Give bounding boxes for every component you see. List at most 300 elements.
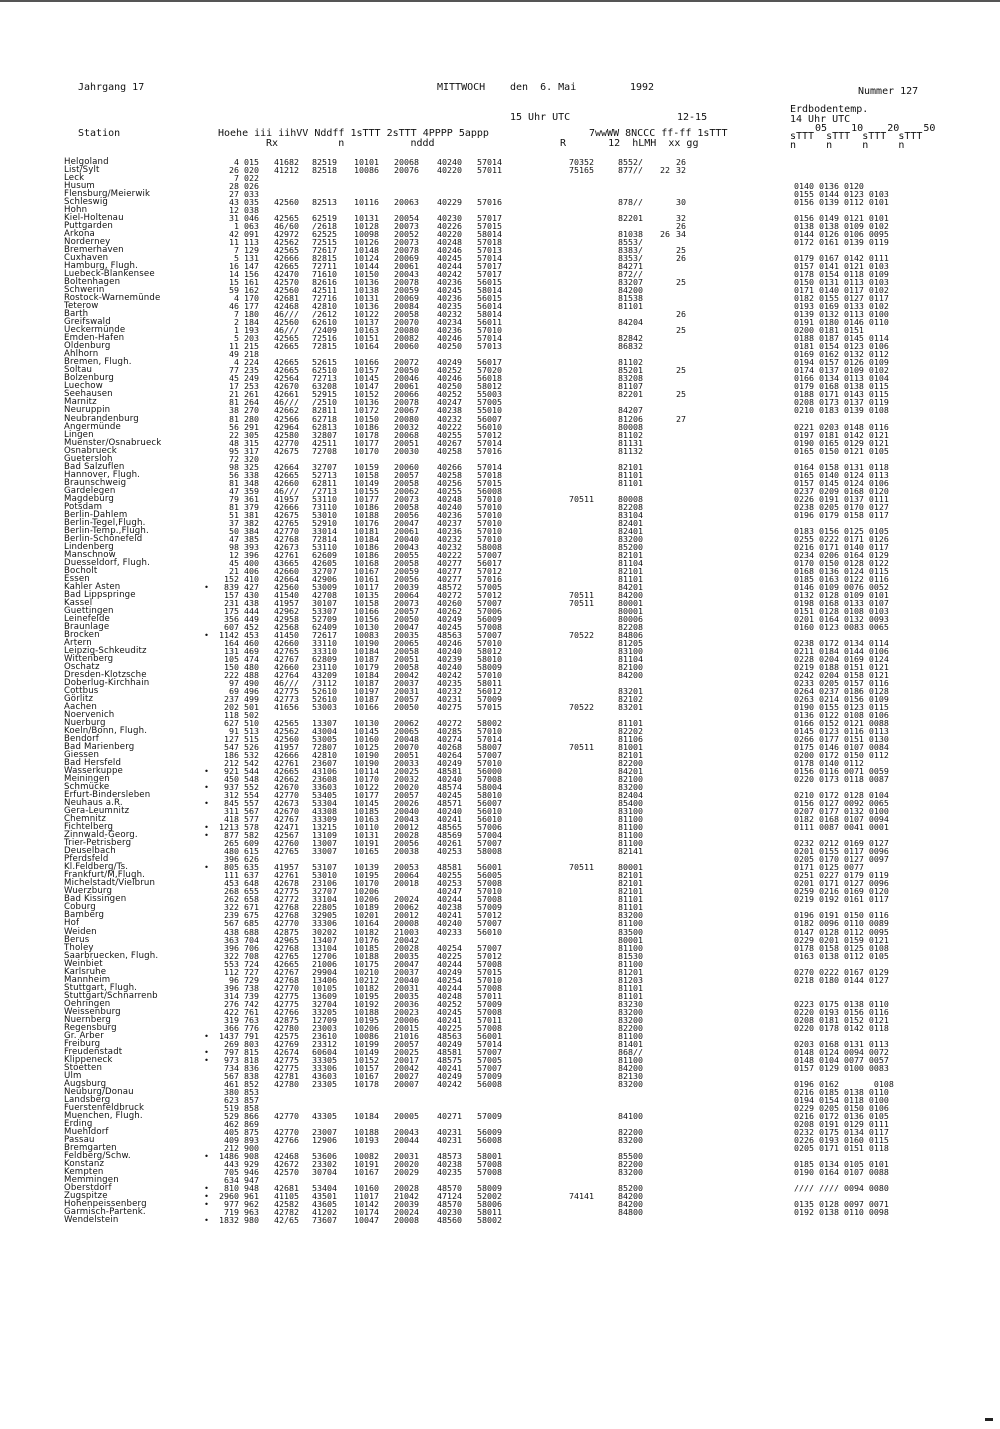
column-right-codes: 7wwWW 8NCCC ff-ff 1sTTT [589,128,728,139]
cell-b: 33205 [312,1006,337,1017]
cell-h: 797 [224,1046,239,1057]
cell-h: 186 [224,750,239,761]
cell-h: 4 [234,357,239,368]
cell-i: 878// [618,197,643,208]
cell-s: 0146 0109 0076 0052 [794,581,889,592]
cell-ii: 480 [244,661,259,672]
cell-e: 40247 [437,886,462,897]
cell-b: 33305 [312,1054,337,1065]
cell-b: 41202 [312,1207,337,1218]
cell-c: 10190 [354,750,379,761]
cell-i: 84271 [618,261,643,272]
cell-d: 20038 [394,846,419,857]
cell-f: 57014 [477,253,502,264]
cell-b: 52610 [312,686,337,697]
cell-f: 57007 [477,942,502,953]
cell-e: 40236 [437,293,462,304]
cell-ii: 264 [244,397,259,408]
cell-e: 40240 [437,501,462,512]
cell-st: Luebeck-Blankensee [64,269,155,280]
cell-i: 84200 [618,1199,643,1210]
cell-f: 57010 [477,493,502,504]
cell-b: /2409 [312,325,337,336]
cell-f: 57010 [477,886,502,897]
cell-a: 42673 [274,541,299,552]
cell-b: 43501 [312,1191,337,1202]
cell-b: 12706 [312,950,337,961]
cell-s: 0216 0171 0140 0117 [794,541,889,552]
cell-a: 42665 [274,766,299,777]
cell-c: 10101 [354,157,379,167]
cell-b: 29904 [312,966,337,977]
cell-st: Kiel-Holtenau [64,213,124,224]
cell-h: 50 [229,525,239,536]
cell-c: 10110 [354,822,379,833]
cell-i: 81100 [618,814,643,825]
cell-c: 10161 [354,573,379,584]
table-row [64,952,994,960]
cell-d: 20031 [394,686,419,697]
cell-b: 53107 [312,862,337,873]
cell-e: 40246 [437,245,462,256]
cell-e: 40249 [437,1038,462,1049]
cell-ii: 280 [244,413,259,424]
cell-s: 0179 0167 0142 0111 [794,253,889,264]
cell-c: 10187 [354,694,379,705]
cell-ii: 671 [244,902,259,913]
cell-st: Berlin-Temp.,Flugh. [64,525,149,536]
cell-f: 57016 [477,197,502,208]
cell-s: 0200 0172 0150 0112 [794,750,889,761]
cell-d: 20067 [394,405,419,416]
cell-e: 40238 [437,405,462,416]
cell-f: 57010 [477,325,502,336]
cell-a: 42666 [274,750,299,761]
cell-ii: 020 [244,165,259,176]
cell-b: 72515 [312,237,337,248]
cell-st: Hohn [64,205,88,216]
cell-d: 20068 [394,429,419,440]
cell-f: 56017 [477,557,502,568]
cell-h: 212 [224,758,239,769]
cell-s: 0163 0138 0112 0105 [794,950,889,961]
cell-e: 40241 [437,1062,462,1073]
cell-f: 56008 [477,485,502,496]
cell-f: 57008 [477,1158,502,1169]
cell-b: 60604 [312,1046,337,1057]
cell-d: 20043 [394,269,419,280]
cell-f: 58002 [477,1215,502,1226]
cell-d: 20007 [394,1078,419,1089]
cell-c: 10135 [354,589,379,600]
cell-i: 82842 [618,333,643,344]
cell-ii: 320 [244,453,259,464]
cell-i: 81101 [618,301,643,312]
cell-st: Saarbruecken, Flugh. [64,950,159,961]
cell-b: 72815 [312,341,337,352]
cell-st: Nuerburg [64,718,106,729]
cell-ii: 738 [244,982,259,993]
cell-h: 95 [229,445,239,456]
cell-b: 52713 [312,469,337,480]
cell-st: Pferdsfeld [64,854,109,865]
cell-i: 82202 [618,726,643,737]
cell-st: Schwerin [64,285,105,296]
cell-f: 57010 [477,758,502,769]
cell-h: 56 [229,421,239,432]
cell-c: 10116 [354,197,379,208]
cell-h: 157 [224,589,239,600]
cell-ii: 908 [244,1150,259,1161]
cell-d: 20018 [394,878,419,889]
cell-d: 20006 [394,1014,419,1025]
cell-f: 57004 [477,830,502,841]
cell-a: 42670 [274,782,299,793]
cell-a: 42665 [274,365,299,376]
cell-ii: 184 [244,317,259,328]
cell-i: 83200 [618,782,643,793]
cell-ii: 858 [244,1102,259,1113]
cell-a: 42675 [274,509,299,520]
cell-h: 127 [224,734,239,745]
column-codes-sub: Rx n nddd [266,138,435,149]
cell-c: 10201 [354,910,379,921]
cell-d: 20028 [394,830,419,841]
cell-st: Bremen, Flugh. [64,357,132,368]
cell-h: 231 [224,597,239,608]
cell-st: Freudenstadt [64,1046,123,1057]
mountain-station-marker: • [204,1046,209,1057]
cell-s: 0190 0165 0129 0121 [794,437,889,448]
cell-e: 40262 [437,605,462,616]
cell-ii: 980 [244,1215,259,1226]
cell-h: 118 [224,710,239,721]
cell-ii: 857 [244,1094,259,1105]
cell-f: 55010 [477,405,502,416]
cell-c: 10082 [354,1150,379,1161]
cell-f: 58014 [477,229,502,240]
cell-a: 42770 [274,1126,299,1137]
cell-e: 40244 [437,982,462,993]
cell-st: Stuttgart, Flugh. [64,982,138,993]
cell-c: 10189 [354,902,379,913]
cell-a: 42665 [274,261,299,272]
cell-ii: 338 [244,469,259,480]
cell-a: 41656 [274,702,299,713]
cell-a: 42768 [274,533,299,544]
cell-ii: 542 [244,758,259,769]
cell-i: 83200 [618,1014,643,1025]
cell-i: 82201 [618,213,643,224]
cell-a: 42468 [274,301,299,312]
cell-i: 83201 [618,702,643,713]
cell-ii: 727 [244,966,259,977]
cell-f: 57010 [477,533,502,544]
cell-s: 0188 0187 0145 0114 [794,333,889,344]
cell-h: 380 [224,1086,239,1097]
cell-f: 57016 [477,445,502,456]
cell-i: 81100 [618,838,643,849]
cell-b: 72711 [312,261,337,272]
cell-a: 42775 [274,990,299,1001]
cell-a: 42560 [274,285,299,296]
cell-s: 0232 0212 0169 0127 [794,838,889,849]
cell-h: 547 [224,742,239,753]
cell-b: 82519 [312,157,337,167]
cell-h: 312 [224,790,239,801]
cell-f: 55003 [477,389,502,400]
cell-d: 20028 [394,942,419,953]
cell-a: 42570 [274,277,299,288]
cell-b: 42810 [312,301,337,312]
cell-st: Fichtelberg [64,822,114,833]
cell-b: 82616 [312,277,337,288]
cell-d: 20073 [394,221,419,232]
cell-i: 82101 [618,549,643,560]
cell-st: Artern [64,637,92,648]
cell-s: 0232 0175 0134 0117 [794,1126,889,1137]
cell-f: 58001 [477,1150,502,1161]
cell-e: 40238 [437,1158,462,1169]
cell-i: 80001 [618,862,643,873]
cell-c: 10159 [354,461,379,472]
cell-i: 84200 [618,670,643,680]
cell-s: 0132 0128 0109 0101 [794,589,889,600]
cell-e: 40242 [437,1078,462,1089]
cell-st: Hof [64,918,80,929]
cell-ii: 235 [244,365,259,376]
cell-st: Görlitz [64,694,94,705]
cell-c: 10187 [354,653,379,664]
cell-st: Passau [64,1134,95,1145]
cell-f: 57008 [477,1166,502,1177]
cell-g: 70522 [569,629,594,640]
cell-d: 20073 [394,597,419,608]
cell-d: 20012 [394,910,419,921]
cell-i: 84204 [618,317,643,328]
cell-s: 0192 0138 0110 0098 [794,1207,889,1218]
cell-i: 82101 [618,461,643,472]
cell-b: 23007 [312,1126,337,1137]
cell-s: 0218 0180 0144 0127 [794,974,889,985]
cell-c: 10188 [354,1126,379,1137]
cell-i: 82130 [618,1070,643,1081]
cell-e: 40258 [437,469,462,480]
soil-columns: sTTT sTTT sTTT sTTT [790,131,923,142]
cell-i: 872// [618,269,643,280]
cell-h: 422 [224,1006,239,1017]
cell-h: 28 [229,181,239,192]
cell-d: 20051 [394,437,419,448]
cell-st: Leck [64,173,85,184]
cell-e: 40240 [437,157,462,167]
cell-b: 53005 [312,734,337,745]
cell-a: 41450 [274,629,299,640]
cell-ii: 947 [244,1174,259,1185]
cell-d: 20040 [394,533,419,544]
cell-ff: 26 [676,221,686,232]
cell-f: 56015 [477,293,502,304]
cell-b: 62510 [312,365,337,376]
cell-ii: 384 [244,525,259,536]
cell-d: 20063 [394,197,419,208]
cell-b: 33309 [312,814,337,825]
cell-d: 20058 [394,661,419,672]
cell-b: 10105 [312,982,337,993]
cell-i: 8353/ [618,253,643,264]
cell-e: 40229 [437,197,462,208]
cell-a: 43665 [274,557,299,568]
cell-c: 10164 [354,341,379,352]
cell-b: 13406 [312,974,337,985]
cell-c: 10136 [354,397,379,408]
cell-i: 83208 [618,373,643,384]
cell-c: 10136 [354,301,379,312]
cell-h: 311 [224,806,239,817]
cell-d: 20048 [394,734,419,745]
cell-ii: 567 [244,806,259,817]
table-row [64,447,994,455]
cell-d: 20061 [394,381,419,392]
cell-e: 40235 [437,301,462,312]
cell-e: 40234 [437,317,462,328]
cell-a: 42560 [274,197,299,208]
cell-s: 0242 0204 0158 0121 [794,670,889,680]
cell-f: 58006 [477,1199,502,1210]
mountain-station-marker: • [204,862,209,873]
cell-a: 42/65 [274,1215,299,1226]
cell-b: 42511 [312,285,337,296]
cell-e: 40231 [437,694,462,705]
cell-i: 82100 [618,774,643,785]
cell-h: 112 [224,966,239,977]
issue-number: Nummer 127 [858,86,919,97]
cell-d: 20046 [394,373,419,384]
cell-c: 10197 [354,686,379,697]
cell-ii: 866 [244,1110,259,1121]
cell-d: 20056 [394,573,419,584]
cell-b: 82811 [312,405,337,416]
cell-c: 10167 [354,1070,379,1081]
cell-b: 62813 [312,421,337,432]
cell-h: 529 [224,1110,239,1121]
cell-i: 81100 [618,1030,643,1041]
cell-ii: 325 [244,461,259,472]
cell-s: 0201 0164 0132 0093 [794,613,889,624]
cell-b: 52910 [312,517,337,528]
table-row [64,238,994,246]
cell-i: 86832 [618,341,643,352]
cell-c: 10185 [354,942,379,953]
cell-h: 150 [224,661,239,672]
cell-b: 32707 [312,461,337,472]
cell-d: 20035 [394,629,419,640]
cell-a: 42768 [274,942,299,953]
cell-e: 48563 [437,1030,462,1041]
cell-b: 12709 [312,1014,337,1025]
cell-st: Kahler Asten [64,581,121,592]
cell-d: 20069 [394,253,419,264]
cell-s: 0171 0140 0117 0102 [794,285,889,296]
cell-d: 20035 [394,990,419,1001]
cell-d: 20039 [394,581,419,592]
cell-c: 10170 [354,445,379,456]
cell-e: 40244 [437,894,462,905]
cell-d: 20033 [394,758,419,769]
cell-a: 42765 [274,645,299,656]
cell-i: 82200 [618,758,643,769]
cell-b: /3112 [312,678,337,689]
cell-ii: 615 [244,846,259,857]
cell-ii: 708 [244,950,259,961]
cell-c: 10160 [354,734,379,745]
cell-c: 10128 [354,221,379,232]
cell-h: 450 [224,774,239,785]
cell-h: 322 [224,950,239,961]
mountain-station-marker: • [204,830,209,841]
cell-d: 20005 [394,1110,419,1121]
cell-c: 10139 [354,862,379,873]
cell-s: 0216 0172 0136 0105 [794,1110,889,1121]
cell-s: 0166 0134 0113 0104 [794,373,889,384]
cell-i: 81100 [618,918,643,929]
cell-b: 23312 [312,1038,337,1049]
cell-e: 40242 [437,670,462,680]
cell-a: 42560 [274,734,299,745]
cell-d: 20060 [394,341,419,352]
cell-e: 40250 [437,381,462,392]
cell-d: 20032 [394,421,419,432]
cell-j: 22 [660,165,670,176]
cell-e: 40238 [437,902,462,913]
cell-ii: 609 [244,838,259,849]
cell-a: 42681 [274,1183,299,1193]
cell-i: 82101 [618,878,643,889]
cell-h: 45 [229,557,239,568]
cell-i: 81101 [618,990,643,1001]
cell-st: Berlin-Schönefeld [64,533,143,544]
cell-ii: 400 [244,557,259,568]
cell-s: 0210 0183 0139 0108 [794,405,889,416]
cell-a: 42761 [274,870,299,881]
cell-st: Bad Marienberg [64,742,135,753]
cell-i: 84200 [618,285,643,296]
cell-st: Chemnitz [64,814,107,825]
cell-st: Berlin-Tegel,Flugh. [64,517,146,528]
cell-st: Wendelstein [64,1215,119,1226]
cell-s: 0157 0145 0124 0106 [794,477,889,488]
cell-s: 0151 0128 0108 0103 [794,605,889,616]
cell-e: 40232 [437,413,462,424]
cell-h: 81 [229,413,239,424]
cell-i: 81206 [618,413,643,424]
cell-b: 72716 [312,293,337,304]
cell-st: Muehldorf [64,1126,109,1137]
cell-a: 42660 [274,477,299,488]
cell-c: 10179 [354,661,379,672]
cell-e: 40266 [437,461,462,472]
cell-i: 81101 [618,894,643,905]
cell-e: 40236 [437,525,462,536]
cell-d: 20078 [394,397,419,408]
cell-d: 20072 [394,357,419,368]
cell-a: 42565 [274,333,299,344]
cell-st: Helgoland [64,157,109,167]
cell-e: 40246 [437,637,462,648]
cell-h: 12 [229,205,239,216]
cell-c: 10186 [354,501,379,512]
cell-h: 567 [224,1070,239,1081]
